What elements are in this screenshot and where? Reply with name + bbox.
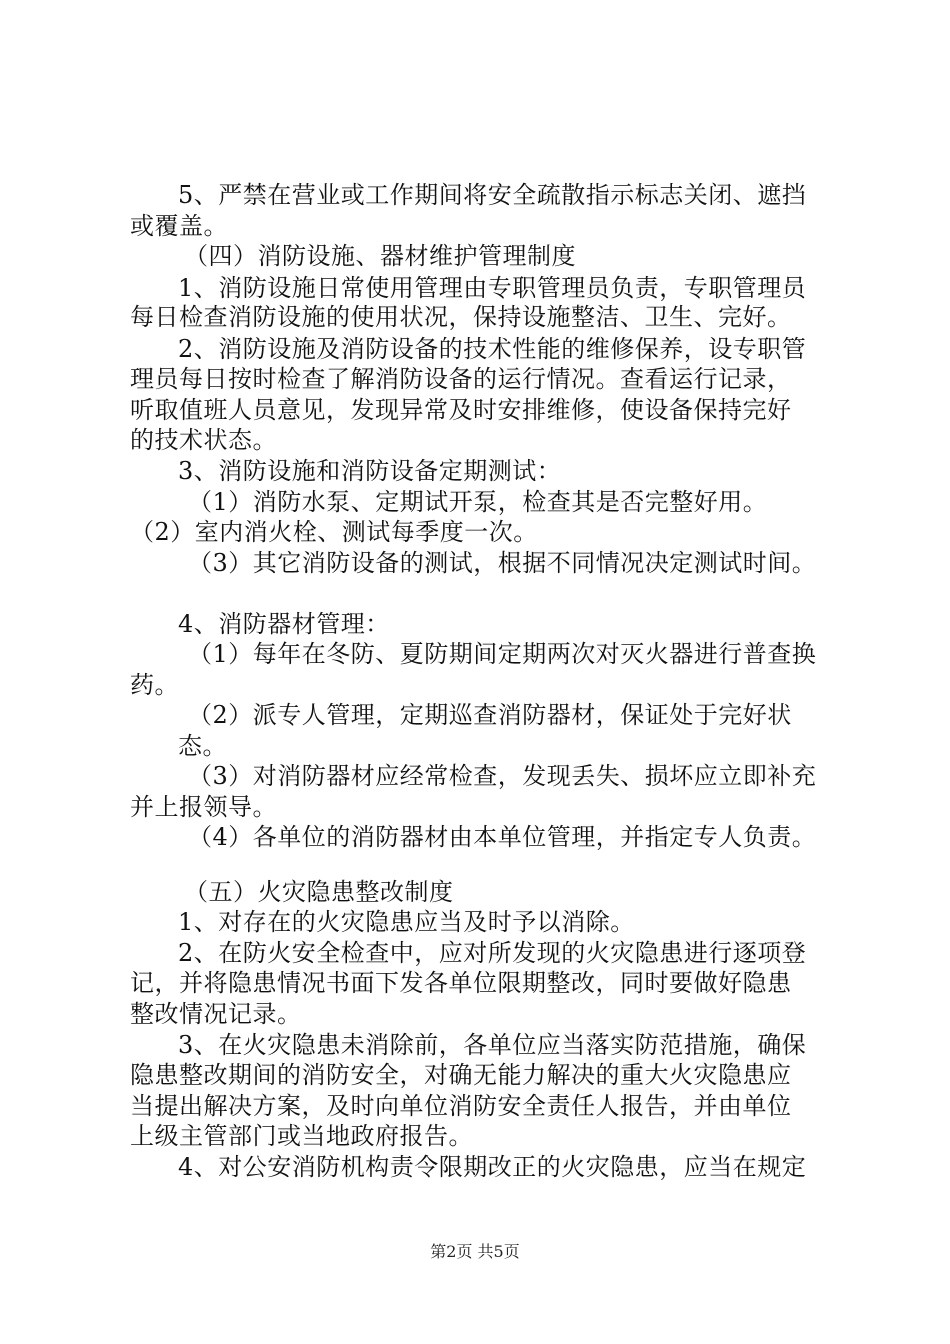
text-line: 当提出解决方案，及时向单位消防安全责任人报告，并由单位 bbox=[130, 1092, 792, 1120]
text-line: 听取值班人员意见，发现异常及时安排维修，使设备保持完好 bbox=[130, 396, 792, 424]
text-line: （2）室内消火栓、测试每季度一次。 bbox=[130, 518, 538, 546]
text-line: 2、消防设施及消防设备的技术性能的维修保养，设专职管 bbox=[178, 335, 807, 363]
section-heading: （五）火灾隐患整改制度 bbox=[184, 878, 454, 906]
text-line: （1）每年在冬防、夏防期间定期两次对灭火器进行普查换 bbox=[188, 640, 817, 668]
text-line: 记，并将隐患情况书面下发各单位限期整改，同时要做好隐患 bbox=[130, 969, 792, 997]
text-line: （3）对消防器材应经常检查，发现丢失、损坏应立即补充 bbox=[188, 762, 817, 790]
text-line: 每日检查消防设施的使用状况，保持设施整洁、卫生、完好。 bbox=[130, 303, 792, 331]
text-line: 1、对存在的火灾隐患应当及时予以消除。 bbox=[178, 908, 635, 936]
text-line: 整改情况记录。 bbox=[130, 1000, 302, 1028]
text-line: （2）派专人管理，定期巡查消防器材，保证处于完好状 bbox=[188, 701, 792, 729]
text-line: 并上报领导。 bbox=[130, 793, 277, 821]
text-line: 3、在火灾隐患未消除前，各单位应当落实防范措施，确保 bbox=[178, 1031, 807, 1059]
text-line: 4、对公安消防机构责令限期改正的火灾隐患，应当在规定 bbox=[178, 1153, 807, 1181]
text-line: 的技术状态。 bbox=[130, 426, 277, 454]
text-line: 或覆盖。 bbox=[130, 212, 228, 240]
text-line: 1、消防设施日常使用管理由专职管理员负责，专职管理员 bbox=[178, 274, 807, 302]
text-line: 4、消防器材管理： bbox=[178, 610, 390, 638]
section-heading: （四）消防设施、器材维护管理制度 bbox=[184, 242, 576, 270]
text-line: 5、严禁在营业或工作期间将安全疏散指示标志关闭、遮挡 bbox=[178, 181, 807, 209]
text-line: 态。 bbox=[178, 732, 227, 760]
text-line: 3、消防设施和消防设备定期测试： bbox=[178, 457, 562, 485]
text-line: 上级主管部门或当地政府报告。 bbox=[130, 1122, 473, 1150]
text-line: 隐患整改期间的消防安全，对确无能力解决的重大火灾隐患应 bbox=[130, 1061, 792, 1089]
text-line: 药。 bbox=[130, 671, 179, 699]
text-line: （4）各单位的消防器材由本单位管理，并指定专人负责。 bbox=[188, 823, 817, 851]
text-line: （1）消防水泵、定期试开泵，检查其是否完整好用。 bbox=[188, 488, 768, 516]
page-footer: 第2页 共5页 bbox=[430, 1242, 520, 1261]
text-line: 理员每日按时检查了解消防设备的运行情况。查看运行记录， bbox=[130, 365, 792, 393]
text-line: （3）其它消防设备的测试，根据不同情况决定测试时间。 bbox=[188, 549, 817, 577]
text-line: 2、在防火安全检查中，应对所发现的火灾隐患进行逐项登 bbox=[178, 939, 807, 967]
